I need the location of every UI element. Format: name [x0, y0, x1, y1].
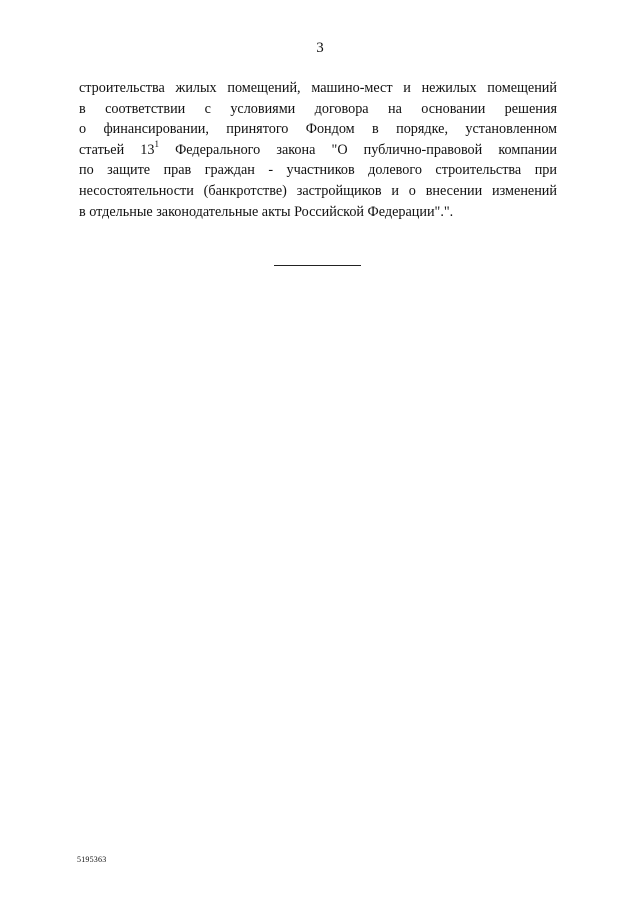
article-reference	[79, 139, 159, 158]
text-line: в соответствии с условиями договора на основании решения	[79, 100, 557, 117]
text-line: в отдельные законодательные акты Российской Федерации".".	[79, 203, 454, 220]
article-reference-text: статьей 13	[79, 141, 155, 158]
body-paragraph	[79, 78, 557, 222]
text-line-with-article-reference	[79, 140, 557, 161]
text-line-remainder: Федерального закона "О публично-правовой компании	[175, 141, 557, 158]
article-superscript: 1	[154, 139, 159, 150]
page-number: 3	[316, 40, 324, 56]
text-line: по защите прав граждан - участников долевого строительства при	[79, 162, 557, 179]
separator-line	[274, 265, 361, 266]
text-line: о финансировании, принятого Фондом в порядке, установленном	[79, 121, 557, 138]
document-id: 5195363	[77, 855, 107, 864]
text-line: строительства жилых помещений, машино-мест и нежилых помещений	[79, 80, 557, 96]
text-line: несостоятельности (банкротстве) застройщиков и о внесении изменений	[79, 182, 557, 199]
